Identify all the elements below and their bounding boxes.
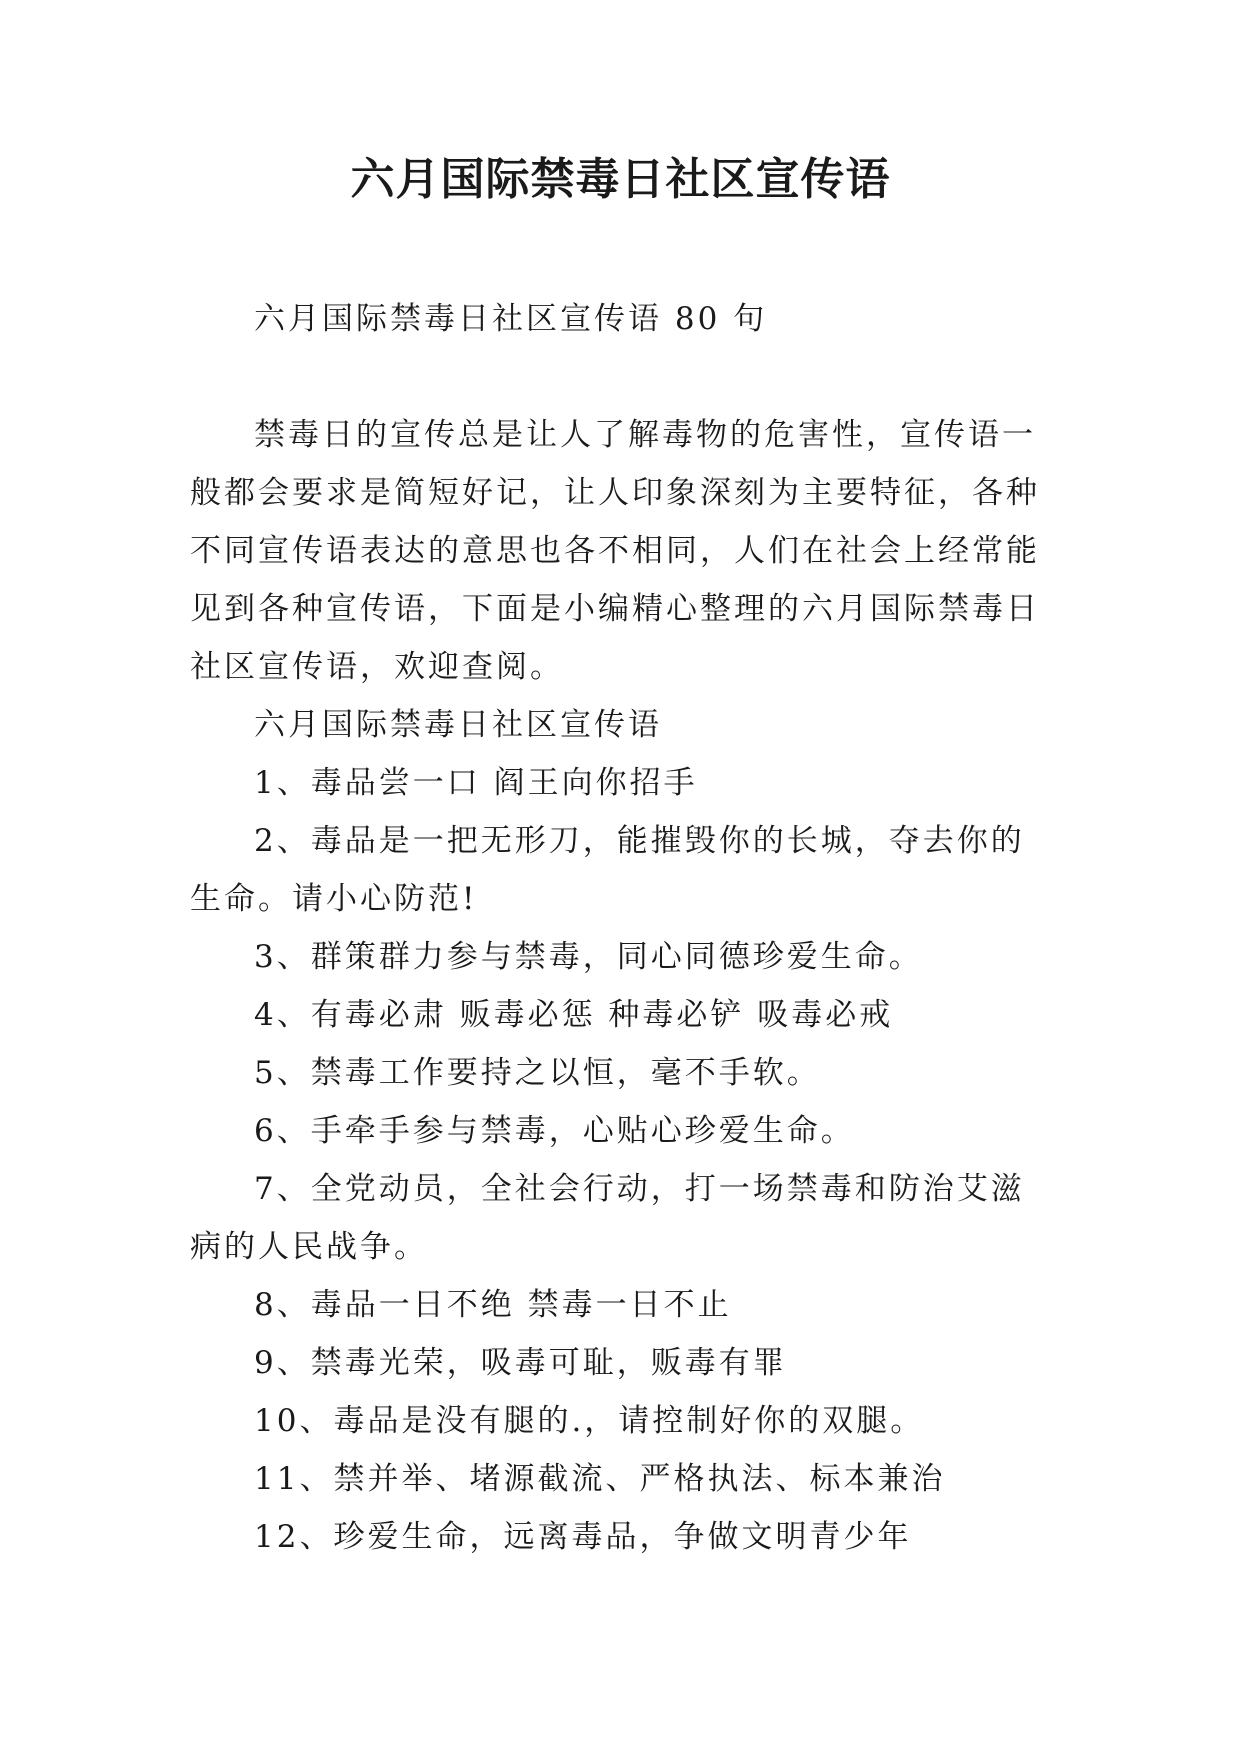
slogan-item: 7、全党动员，全社会行动，打一场禁毒和防治艾滋病的人民战争。 <box>190 1171 1025 1265</box>
document-title: 六月国际禁毒日社区宣传语 <box>350 154 891 205</box>
slogan-item: 6、手牵手参与禁毒，心贴心珍爱生命。 <box>254 1113 855 1149</box>
slogan-item: 9、禁毒光荣，吸毒可耻，贩毒有罪 <box>254 1345 787 1381</box>
slogan-item: 2、毒品是一把无形刀，能摧毁你的长城，夺去你的生命。请小心防范! <box>190 823 1025 917</box>
slogan-item: 4、有毒必肃 贩毒必惩 种毒必铲 吸毒必戒 <box>254 997 894 1033</box>
document-body <box>190 290 1050 1566</box>
document-subtitle: 六月国际禁毒日社区宣传语 80 句 <box>254 301 768 337</box>
slogan-item: 8、毒品一日不绝 禁毒一日不止 <box>254 1287 732 1323</box>
slogan-item: 3、群策群力参与禁毒，同心同德珍爱生命。 <box>254 939 923 975</box>
section-heading: 六月国际禁毒日社区宣传语 <box>254 707 662 743</box>
slogan-item: 1、毒品尝一口 阎王向你招手 <box>254 765 698 801</box>
slogan-item: 11、禁并举、堵源截流、严格执法、标本兼治 <box>254 1461 946 1497</box>
slogan-item: 12、珍爱生命，远离毒品，争做文明青少年 <box>254 1519 912 1555</box>
intro-paragraph: 禁毒日的宣传总是让人了解毒物的危害性，宣传语一般都会要求是简短好记，让人印象深刻为主要特征，各种不同宣传语表达的意思也各不相同，人们在社会上经常能见到各种宣传语，下面是小编精心整理的六月国际禁毒日社区宣传语，欢迎查阅。 <box>190 417 1040 685</box>
slogan-item: 10、毒品是没有腿的.，请控制好你的双腿。 <box>254 1403 925 1439</box>
slogan-item: 5、禁毒工作要持之以恒，毫不手软。 <box>254 1055 821 1091</box>
